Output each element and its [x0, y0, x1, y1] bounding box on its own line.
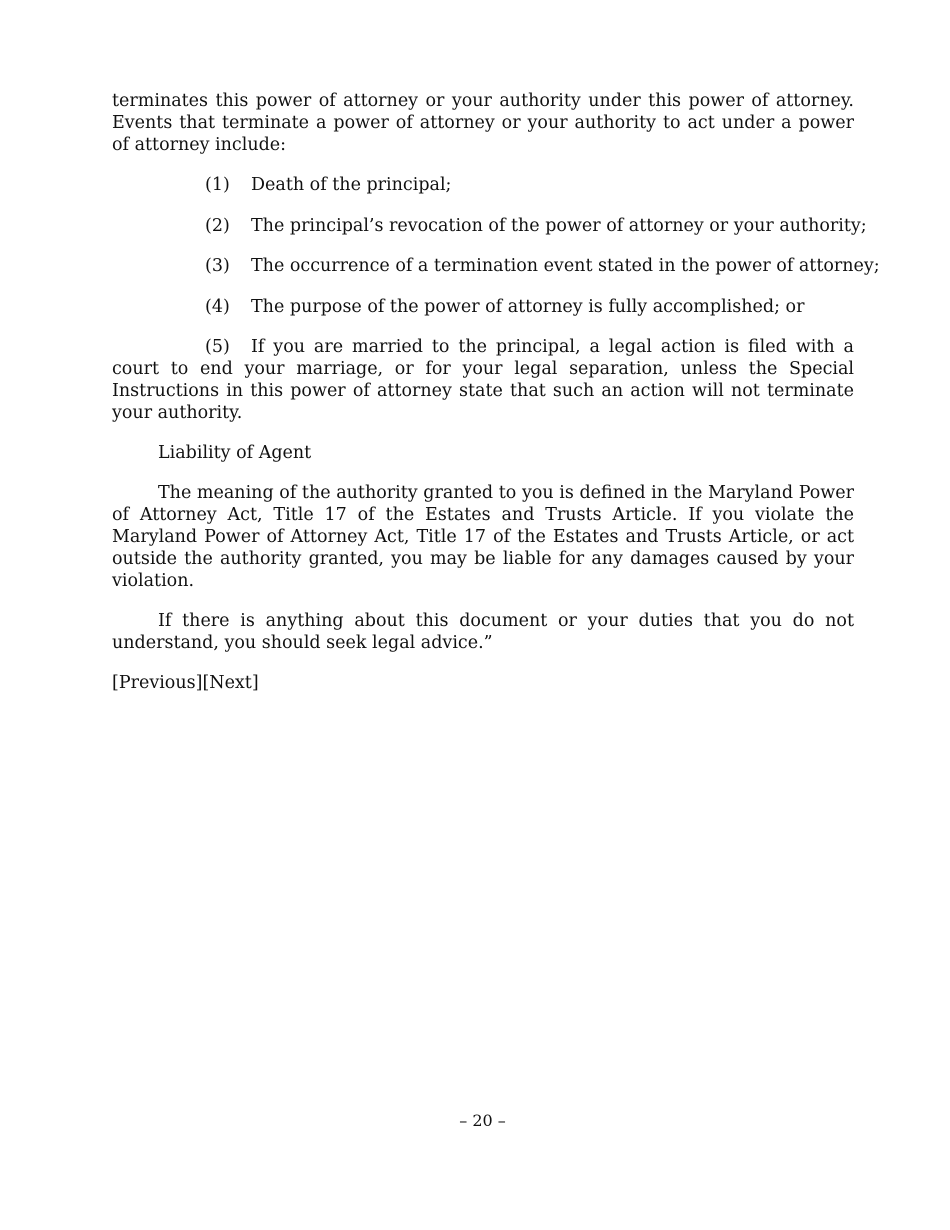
event-text: The occurrence of a termination event stated in the power of attorney;: [251, 256, 880, 276]
page-number: – 20 –: [459, 1111, 506, 1130]
event-number: (4): [205, 296, 230, 317]
previous-link[interactable]: [Previous]: [112, 673, 203, 693]
termination-event-1: [112, 174, 854, 196]
document-body: [112, 90, 880, 694]
page-navigation: [112, 672, 854, 694]
event-text: If you are married to the principal, a legal action is filed with a court to end your marriage, or for your legal separation, unless the Special Instructions in this power of attorney state that such an action will not terminate your authority.: [112, 337, 854, 423]
liability-paragraph: The meaning of the authority granted to you is defined in the Maryland Power of Attorney Act, Title 17 of the Estates and Trusts Article. If you violate the Maryland Power of Attorney Act, Title 17 of the Estates and Trusts Article, or act outside the authority granted, you may be liable for any damages caused by your violation.: [112, 483, 854, 591]
termination-event-2: [112, 215, 867, 237]
event-text: The principal’s revocation of the power of attorney or your authority;: [251, 215, 867, 236]
termination-event-5: [112, 336, 854, 424]
event-number: (1): [205, 175, 230, 195]
event-text: The purpose of the power of attorney is fully accomplished; or: [251, 296, 805, 317]
event-text: Death of the principal;: [251, 175, 452, 195]
intro-paragraph: terminates this power of attorney or your authority under this power of attorney. Events that terminate a power of attorney or your authority to act under a power of attorney include:: [112, 91, 854, 155]
next-link[interactable]: [Next]: [202, 673, 259, 693]
event-number: (2): [205, 215, 230, 236]
termination-event-3: [112, 255, 880, 277]
advice-paragraph: If there is anything about this document or your duties that you do not understand, you should seek legal advice.”: [112, 611, 854, 653]
event-number: (3): [205, 256, 230, 276]
event-number: (5): [205, 337, 230, 357]
termination-event-4: [112, 296, 854, 318]
liability-heading: Liability of Agent: [158, 443, 312, 463]
